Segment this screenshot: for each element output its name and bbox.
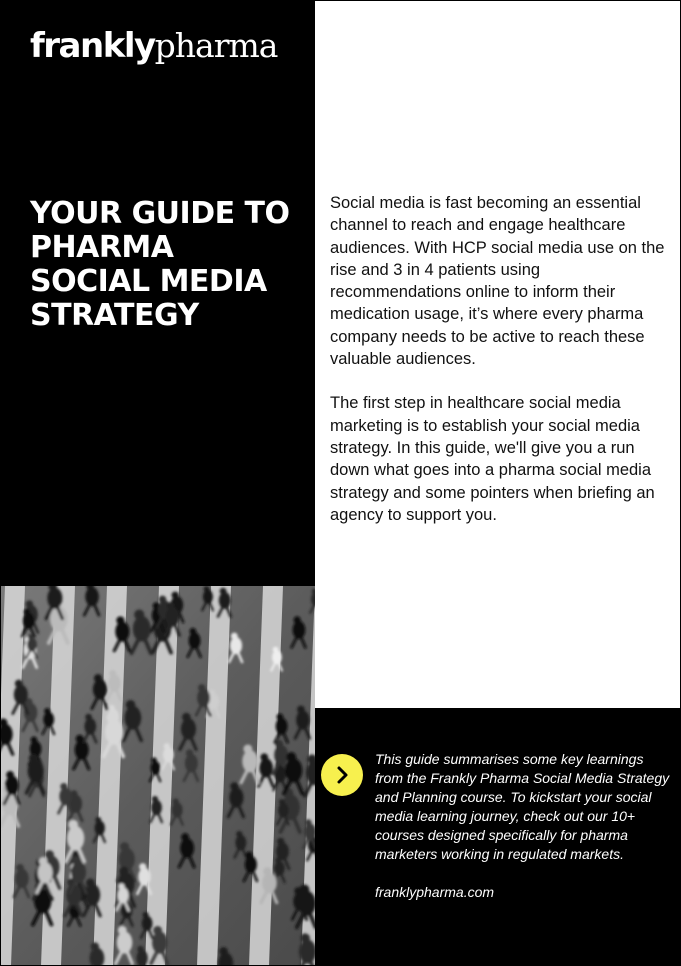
photo-graphic — [1, 586, 315, 966]
title-line: PHARMA — [30, 230, 174, 265]
chevron-right-icon — [332, 765, 352, 785]
page-title — [30, 197, 305, 333]
title-line: STRATEGY — [30, 298, 199, 333]
brand-logo — [30, 26, 278, 66]
logo-bold-text: frankly — [30, 26, 155, 66]
course-callout-panel — [315, 708, 681, 966]
crowd-crosswalk-photo — [1, 586, 315, 966]
title-line: SOCIAL MEDIA — [30, 264, 267, 299]
title-line: YOUR GUIDE TO — [30, 196, 290, 231]
hero-panel — [1, 1, 315, 586]
callout-text: This guide summarises some key learnings from the Frankly Pharma Social Media Strategy and Planning course. To kickstart your social media learning journey, check out our 10+ courses designed specifically for pharma marketers working in regulated markets. — [375, 751, 670, 862]
intro-paragraph: The first step in healthcare social media marketing is to establish your social media strategy. In this guide, we'll give you a run down what goes into a pharma social media strategy and some pointers when briefing an agency to support you. — [330, 394, 655, 524]
intro-paragraph: Social media is fast becoming an essential channel to reach and engage healthcare audiences. With HCP social media use on the rise and 3 in 4 patients using recommendations online to inform their medication usage, it’s where every pharma company needs to be active to reach these valuable audiences. — [330, 194, 665, 369]
website-link[interactable]: franklypharma.com — [375, 884, 495, 900]
logo-light-text: pharma — [154, 26, 278, 65]
chevron-right-button[interactable] — [321, 754, 363, 796]
callout-text-block — [375, 750, 675, 902]
intro-text — [330, 192, 675, 526]
